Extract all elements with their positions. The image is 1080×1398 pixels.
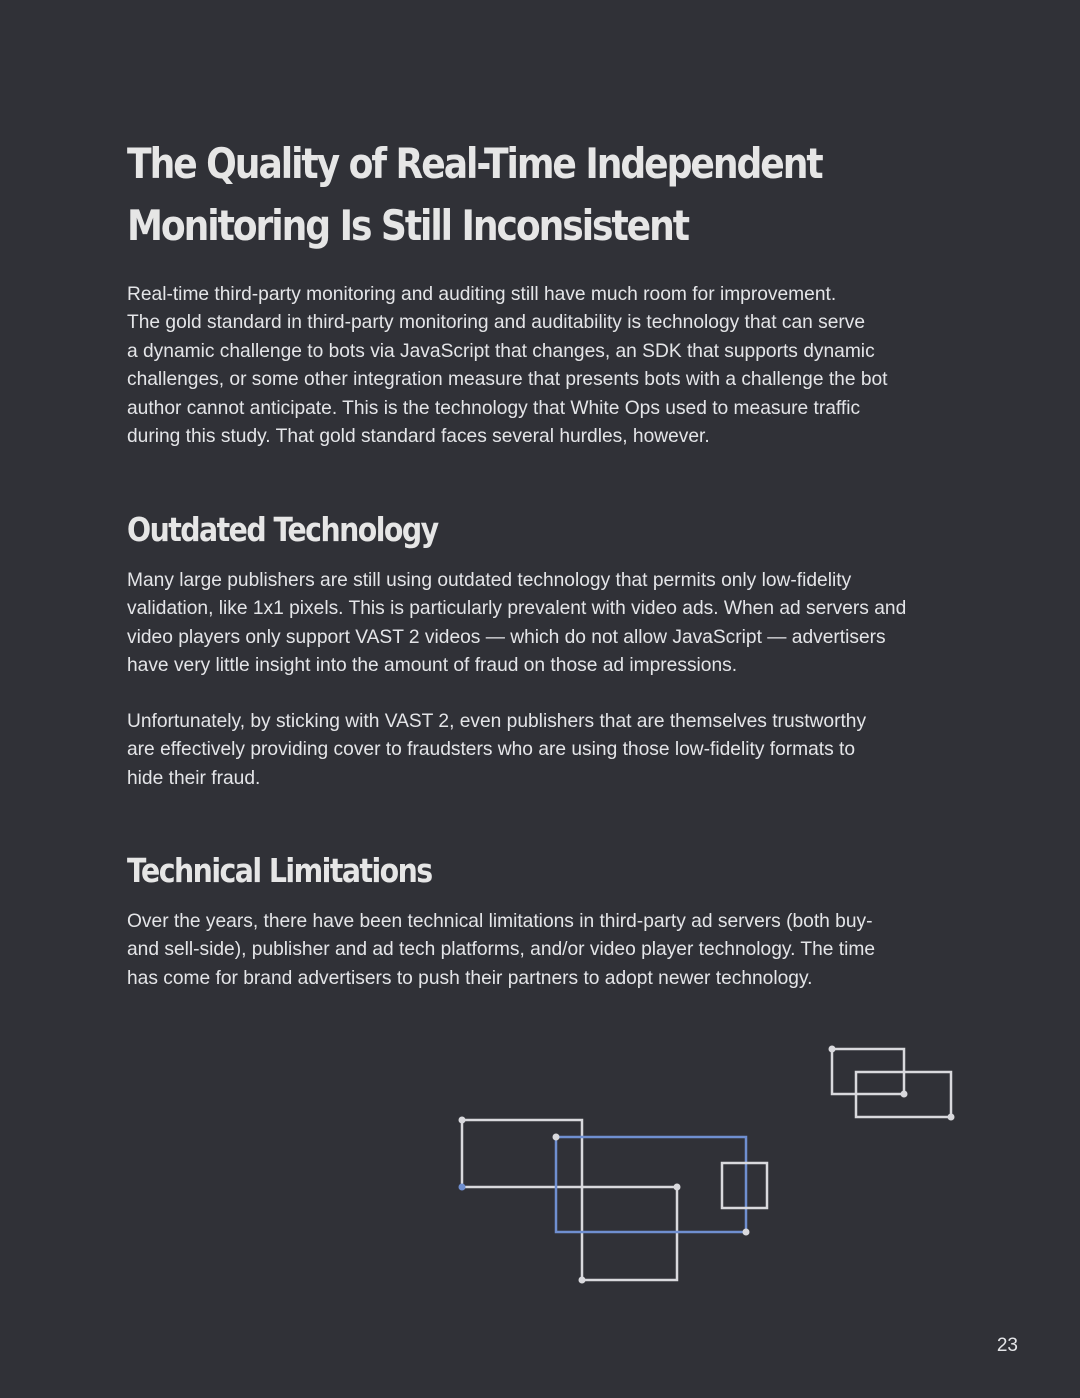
intro-line-2: The gold standard in third-party monitoring and auditability is technology that can serve bbox=[127, 312, 866, 334]
page-number: 23 bbox=[996, 1335, 1018, 1356]
deco-node bbox=[948, 1114, 955, 1121]
deco-rect-blue bbox=[556, 1137, 746, 1232]
deco-node-blue bbox=[459, 1184, 466, 1191]
outdated-paragraph-2 bbox=[127, 708, 957, 793]
limitations-paragraph bbox=[127, 908, 957, 993]
deco-rect-small bbox=[722, 1163, 767, 1208]
deco-node bbox=[743, 1229, 750, 1236]
intro-line-3: a dynamic challenge to bots via JavaScript that changes, an SDK that supports dynamic bbox=[127, 340, 875, 362]
section-heading-technical-limitations: Technical Limitations bbox=[127, 851, 432, 890]
intro-line-4: challenges, or some other integration measure that presents bots with a challenge the bot bbox=[127, 369, 888, 391]
deco-node bbox=[459, 1117, 466, 1124]
outdated-paragraph-1 bbox=[127, 567, 957, 681]
deco-rect-top-2 bbox=[856, 1072, 951, 1117]
outdated-p2-line-1: Unfortunately, by sticking with VAST 2, even publishers that are themselves trustworthy bbox=[127, 711, 867, 732]
deco-node bbox=[829, 1046, 836, 1053]
outdated-p1-line-2: validation, like 1x1 pixels. This is particularly prevalent with video ads. When ad servers and bbox=[127, 598, 907, 620]
deco-node bbox=[553, 1134, 560, 1141]
deco-rect-top-1 bbox=[832, 1049, 904, 1094]
intro-line-1: Real-time third-party monitoring and auditing still have much room for improvement. bbox=[127, 284, 837, 305]
intro-paragraph bbox=[127, 281, 957, 451]
outdated-p1-line-3: video players only support VAST 2 videos — which do not allow JavaScript — advertisers bbox=[127, 626, 886, 648]
limitations-line-3: has come for brand advertisers to push their partners to adopt newer technology. bbox=[127, 967, 813, 989]
section-heading-outdated-technology: Outdated Technology bbox=[127, 510, 438, 549]
limitations-line-2: and sell-side), publisher and ad tech platforms, and/or video player technology. The time bbox=[127, 939, 876, 961]
page-title-line-2: Monitoring Is Still Inconsistent bbox=[127, 201, 688, 250]
limitations-line-1: Over the years, there have been technical limitations in third-party ad servers (both buy- bbox=[127, 911, 873, 932]
outdated-p1-line-4: have very little insight into the amount of fraud on those ad impressions. bbox=[127, 655, 738, 677]
deco-node bbox=[901, 1091, 908, 1098]
outdated-p2-line-2: are effectively providing cover to fraudsters who are using those low-fidelity formats to bbox=[127, 739, 856, 761]
page-title bbox=[127, 133, 841, 257]
deco-rect-2 bbox=[582, 1187, 677, 1280]
intro-line-6: during this study. That gold standard faces several hurdles, however. bbox=[127, 426, 710, 448]
deco-node bbox=[674, 1184, 681, 1191]
deco-rect-1 bbox=[462, 1120, 582, 1187]
outdated-p1-line-1: Many large publishers are still using outdated technology that permits only low-fidelity bbox=[127, 570, 852, 591]
page-title-line-1: The Quality of Real-Time Independent bbox=[127, 139, 822, 188]
outdated-p2-line-3: hide their fraud. bbox=[127, 767, 261, 789]
intro-line-5: author cannot anticipate. This is the technology that White Ops used to measure traffic bbox=[127, 397, 861, 419]
deco-node bbox=[579, 1277, 586, 1284]
